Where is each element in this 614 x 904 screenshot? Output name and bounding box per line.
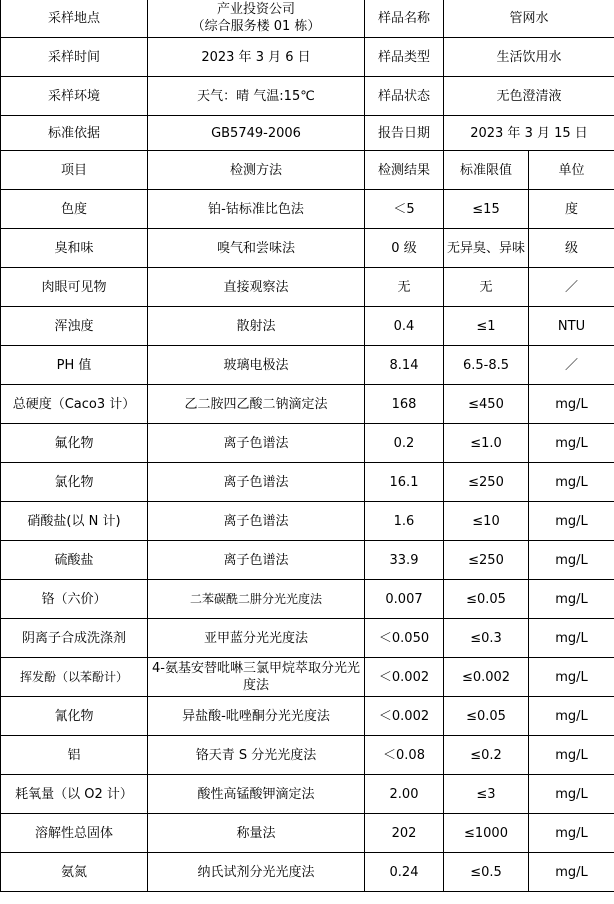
table-row bbox=[1, 346, 614, 385]
cell-limit: ≤10 bbox=[444, 502, 529, 541]
table-row bbox=[1, 268, 614, 307]
sampling-location-value bbox=[148, 0, 365, 38]
cell-method: 玻璃电极法 bbox=[148, 346, 365, 385]
cell-item: 总硬度（Caco3 计） bbox=[1, 385, 148, 424]
cell-item: 耗氧量（以 O2 计） bbox=[1, 775, 148, 814]
sample-state-value: 无色澄清液 bbox=[444, 77, 614, 116]
table-row bbox=[1, 736, 614, 775]
cell-result: 16.1 bbox=[365, 463, 444, 502]
cell-item: 铝 bbox=[1, 736, 148, 775]
table-row bbox=[1, 619, 614, 658]
cell-result: 202 bbox=[365, 814, 444, 853]
cell-unit: mg/L bbox=[529, 385, 614, 424]
cell-item: 浑浊度 bbox=[1, 307, 148, 346]
cell-unit: mg/L bbox=[529, 502, 614, 541]
cell-unit: mg/L bbox=[529, 424, 614, 463]
cell-unit: mg/L bbox=[529, 463, 614, 502]
sample-name-label: 样品名称 bbox=[365, 0, 444, 38]
cell-item: 臭和味 bbox=[1, 229, 148, 268]
cell-item: 挥发酚（以苯酚计） bbox=[1, 658, 148, 697]
cell-item: 阴离子合成洗涤剂 bbox=[1, 619, 148, 658]
cell-limit: ≤0.002 bbox=[444, 658, 529, 697]
cell-item: 硫酸盐 bbox=[1, 541, 148, 580]
cell-method: 离子色谱法 bbox=[148, 463, 365, 502]
column-header-row bbox=[1, 151, 614, 190]
cell-limit: ≤250 bbox=[444, 541, 529, 580]
cell-unit: 级 bbox=[529, 229, 614, 268]
sampling-time-label: 采样时间 bbox=[1, 38, 148, 77]
cell-method: 离子色谱法 bbox=[148, 424, 365, 463]
sampling-env-value: 天气：晴 气温:15℃ bbox=[148, 77, 365, 116]
cell-method: 二苯碳酰二肼分光光度法 bbox=[148, 580, 365, 619]
cell-method: 纳氏试剂分光光度法 bbox=[148, 853, 365, 892]
table-row bbox=[1, 229, 614, 268]
sample-name-value: 管网水 bbox=[444, 0, 614, 38]
cell-unit: mg/L bbox=[529, 736, 614, 775]
cell-limit: ≤0.05 bbox=[444, 580, 529, 619]
col-header-unit: 单位 bbox=[529, 151, 614, 190]
sampling-location-label: 采样地点 bbox=[1, 0, 148, 38]
report-date-value: 2023 年 3 月 15 日 bbox=[444, 116, 614, 151]
cell-item: 肉眼可见物 bbox=[1, 268, 148, 307]
cell-limit: ≤3 bbox=[444, 775, 529, 814]
cell-limit: ≤0.5 bbox=[444, 853, 529, 892]
cell-result: 0.4 bbox=[365, 307, 444, 346]
cell-method: 酸性高锰酸钾滴定法 bbox=[148, 775, 365, 814]
cell-item: 氟化物 bbox=[1, 424, 148, 463]
cell-item: 氨氮 bbox=[1, 853, 148, 892]
cell-method: 异盐酸-吡唑酮分光光度法 bbox=[148, 697, 365, 736]
cell-unit: mg/L bbox=[529, 658, 614, 697]
table-row bbox=[1, 541, 614, 580]
cell-method: 铂-钴标准比色法 bbox=[148, 190, 365, 229]
cell-limit: ≤1.0 bbox=[444, 424, 529, 463]
sample-type-value: 生活饮用水 bbox=[444, 38, 614, 77]
cell-limit: ≤0.05 bbox=[444, 697, 529, 736]
cell-unit: mg/L bbox=[529, 541, 614, 580]
table-row bbox=[1, 775, 614, 814]
cell-item: PH 值 bbox=[1, 346, 148, 385]
table-row bbox=[1, 853, 614, 892]
cell-result: 168 bbox=[365, 385, 444, 424]
cell-item: 氯化物 bbox=[1, 463, 148, 502]
cell-item: 铬（六价） bbox=[1, 580, 148, 619]
cell-limit: 无异臭、异味 bbox=[444, 229, 529, 268]
table-row bbox=[1, 502, 614, 541]
cell-unit: mg/L bbox=[529, 619, 614, 658]
cell-limit: 6.5-8.5 bbox=[444, 346, 529, 385]
col-header-method: 检测方法 bbox=[148, 151, 365, 190]
cell-result: 33.9 bbox=[365, 541, 444, 580]
cell-item: 色度 bbox=[1, 190, 148, 229]
standard-value: GB5749-2006 bbox=[148, 116, 365, 151]
cell-result: 0.24 bbox=[365, 853, 444, 892]
sampling-location-line2: （综合服务楼 01 栋） bbox=[191, 19, 321, 34]
table-row bbox=[1, 814, 614, 853]
cell-method: 乙二胺四乙酸二钠滴定法 bbox=[148, 385, 365, 424]
cell-result: ＜5 bbox=[365, 190, 444, 229]
cell-method: 直接观察法 bbox=[148, 268, 365, 307]
cell-unit: mg/L bbox=[529, 580, 614, 619]
row-standard bbox=[1, 116, 614, 151]
cell-unit: mg/L bbox=[529, 814, 614, 853]
cell-unit: NTU bbox=[529, 307, 614, 346]
cell-limit: ≤0.2 bbox=[444, 736, 529, 775]
table-row bbox=[1, 190, 614, 229]
cell-method: 嗅气和尝味法 bbox=[148, 229, 365, 268]
table-row bbox=[1, 658, 614, 697]
cell-method: 称量法 bbox=[148, 814, 365, 853]
row-sampling-env bbox=[1, 77, 614, 116]
cell-result: 0 级 bbox=[365, 229, 444, 268]
col-header-item: 项目 bbox=[1, 151, 148, 190]
sampling-env-label: 采样环境 bbox=[1, 77, 148, 116]
cell-item: 氰化物 bbox=[1, 697, 148, 736]
cell-method: 散射法 bbox=[148, 307, 365, 346]
sampling-time-value: 2023 年 3 月 6 日 bbox=[148, 38, 365, 77]
cell-unit: 度 bbox=[529, 190, 614, 229]
col-header-result: 检测结果 bbox=[365, 151, 444, 190]
cell-result: 1.6 bbox=[365, 502, 444, 541]
cell-result: 0.007 bbox=[365, 580, 444, 619]
table-row bbox=[1, 463, 614, 502]
cell-limit: ≤1000 bbox=[444, 814, 529, 853]
cell-method: 亚甲蓝分光光度法 bbox=[148, 619, 365, 658]
table-row bbox=[1, 307, 614, 346]
table-row bbox=[1, 385, 614, 424]
cell-unit: mg/L bbox=[529, 697, 614, 736]
row-sampling-location bbox=[1, 0, 614, 38]
cell-limit: ≤450 bbox=[444, 385, 529, 424]
standard-label: 标准依据 bbox=[1, 116, 148, 151]
cell-item: 溶解性总固体 bbox=[1, 814, 148, 853]
cell-result: ＜0.08 bbox=[365, 736, 444, 775]
cell-result: 2.00 bbox=[365, 775, 444, 814]
row-sampling-time bbox=[1, 38, 614, 77]
cell-limit: 无 bbox=[444, 268, 529, 307]
sample-state-label: 样品状态 bbox=[365, 77, 444, 116]
cell-limit: ≤15 bbox=[444, 190, 529, 229]
cell-item: 硝酸盐(以 N 计) bbox=[1, 502, 148, 541]
cell-method: 铬天青 S 分光光度法 bbox=[148, 736, 365, 775]
report-date-label: 报告日期 bbox=[365, 116, 444, 151]
cell-result: 8.14 bbox=[365, 346, 444, 385]
cell-limit: ≤1 bbox=[444, 307, 529, 346]
cell-method: 离子色谱法 bbox=[148, 502, 365, 541]
cell-limit: ≤0.3 bbox=[444, 619, 529, 658]
cell-unit: ／ bbox=[529, 346, 614, 385]
cell-method: 离子色谱法 bbox=[148, 541, 365, 580]
table-row bbox=[1, 580, 614, 619]
cell-result: ＜0.050 bbox=[365, 619, 444, 658]
cell-result: ＜0.002 bbox=[365, 658, 444, 697]
cell-result: 无 bbox=[365, 268, 444, 307]
cell-result: ＜0.002 bbox=[365, 697, 444, 736]
sample-type-label: 样品类型 bbox=[365, 38, 444, 77]
cell-limit: ≤250 bbox=[444, 463, 529, 502]
cell-unit: mg/L bbox=[529, 853, 614, 892]
table-row bbox=[1, 697, 614, 736]
cell-method: 4-氨基安替吡啉三氯甲烷萃取分光光度法 bbox=[148, 658, 365, 697]
table-row bbox=[1, 424, 614, 463]
cell-result: 0.2 bbox=[365, 424, 444, 463]
col-header-limit: 标准限值 bbox=[444, 151, 529, 190]
sampling-location-line1: 产业投资公司 bbox=[216, 2, 295, 17]
cell-unit: ／ bbox=[529, 268, 614, 307]
cell-unit: mg/L bbox=[529, 775, 614, 814]
